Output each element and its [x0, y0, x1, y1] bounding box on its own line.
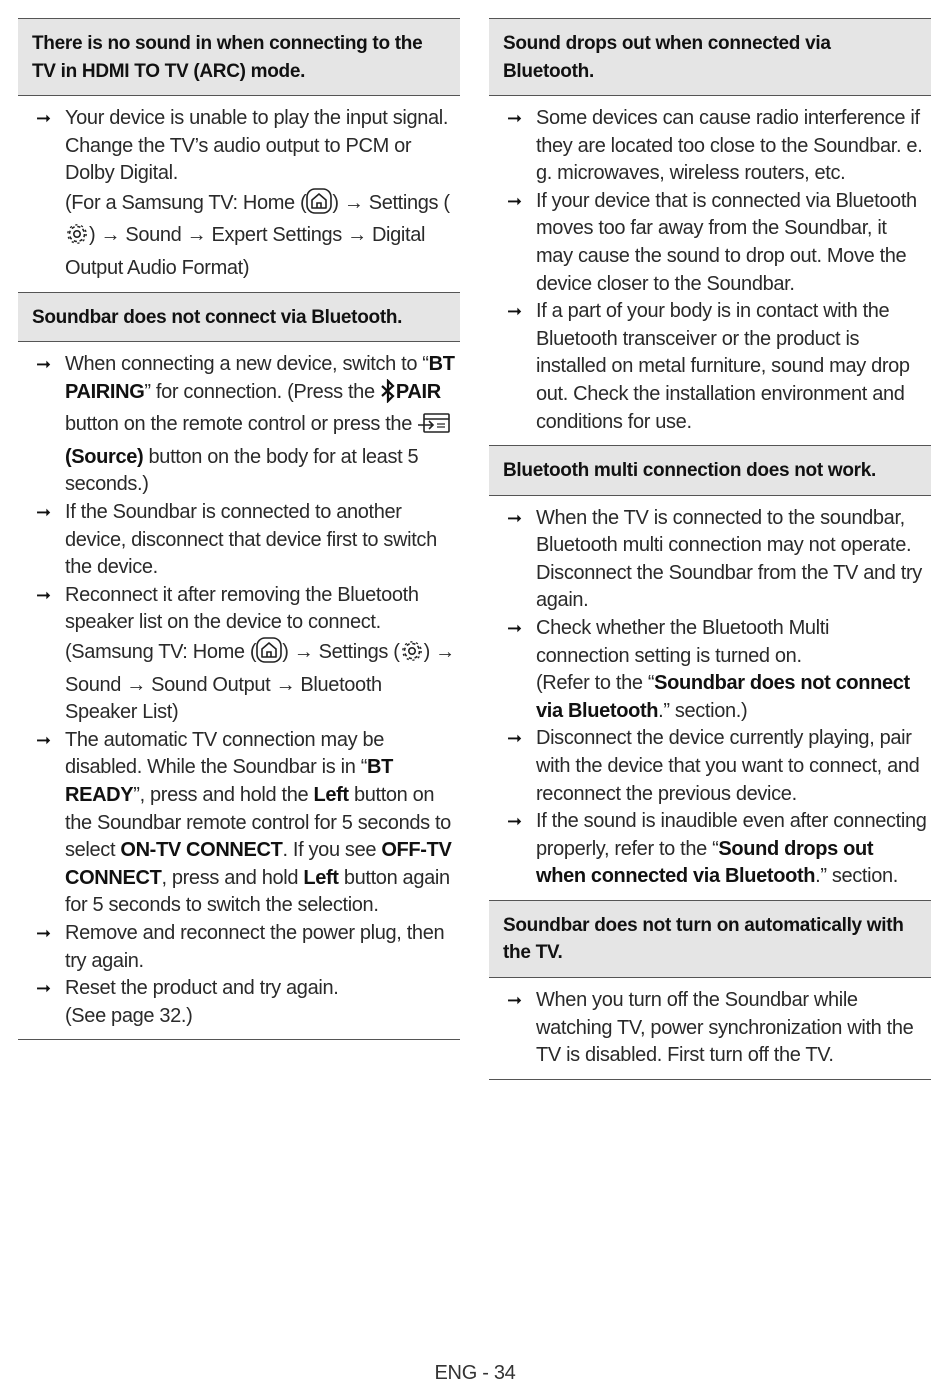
item-text: (For a Samsung TV: Home ( [65, 191, 307, 214]
item-text: , press and hold [161, 866, 304, 889]
item-text: ) → Sound → Sound Output → Bluetooth Speaker List) [65, 641, 455, 724]
section-heading: Soundbar does not turn on automatically with the TV. [489, 901, 931, 978]
item-text: (See page 32.) [65, 1004, 193, 1027]
gear-icon [400, 639, 424, 672]
item-text: button again for 5 seconds to switch the selection. [65, 866, 450, 917]
item-text: Some devices can cause radio interference if they are located too close to the Soundbar. e. g. microwaves, wireless routers, etc. [536, 107, 923, 185]
section-heading: Bluetooth multi connection does not work. [489, 446, 931, 496]
list-item [489, 298, 931, 436]
arrow-icon: ➞ [36, 502, 51, 523]
item-list [18, 96, 460, 292]
item-text: (Refer to the “ [536, 672, 655, 695]
item-bold: (Source) [65, 445, 144, 468]
section-heading: Soundbar does not connect via Bluetooth. [18, 293, 460, 343]
arrow-icon: ➞ [36, 922, 51, 943]
list-item [18, 727, 460, 920]
item-text: ) → Settings ( [282, 641, 400, 663]
home-icon [256, 637, 282, 672]
item-text: Reset the product and try again. [65, 977, 339, 1000]
item-text: . If you see [282, 839, 382, 862]
list-item [489, 808, 931, 891]
right-column [489, 18, 931, 1080]
list-item [18, 499, 460, 582]
arrow-icon: ➞ [507, 108, 522, 128]
item-text: ) → Sound → Expert Settings → Digital Output Audio Format) [65, 224, 426, 279]
item-text: When connecting a new device, switch to “ [65, 353, 429, 376]
item-text: Check whether the Bluetooth Multi connection setting is turned on. [536, 617, 830, 667]
gear-icon [65, 222, 89, 255]
source-icon [417, 411, 451, 444]
item-list [18, 342, 460, 1039]
arrow-icon: ➞ [507, 507, 522, 528]
list-item [489, 725, 931, 808]
list-item [18, 975, 460, 1030]
list-item [18, 351, 460, 499]
item-text: button on the body for at least 5 seconds.) [65, 445, 419, 496]
arrow-icon: ➞ [507, 989, 522, 1010]
item-text: button on the remote control or press the [65, 413, 418, 436]
item-bold: ON-TV CONNECT [120, 839, 283, 862]
item-text: Remove and reconnect the power plug, then try again. [65, 921, 445, 972]
item-text: Your device is unable to play the input signal. Change the TV’s audio output to PCM or Dolby Digital. [65, 107, 449, 185]
item-list [489, 96, 931, 445]
arrow-icon: ➞ [36, 584, 51, 605]
arrow-icon: ➞ [507, 618, 522, 638]
item-bold: BT PAIRING [65, 353, 455, 403]
list-item [489, 987, 931, 1070]
item-text: .” section.) [658, 699, 748, 722]
arrow-icon: ➞ [36, 978, 51, 999]
item-text: Reconnect it after removing the Bluetooth speaker list on the device to connect. [65, 583, 419, 634]
left-column [18, 18, 460, 1040]
section-auto-power [489, 900, 931, 1080]
item-bold: Soundbar does not connect via Bluetooth [536, 672, 910, 722]
list-item [489, 188, 931, 298]
item-bold: BT READY [65, 756, 393, 806]
item-list [489, 496, 931, 900]
item-text: ) → Settings ( [332, 191, 450, 214]
item-text: Disconnect the device currently playing, pair with the device that you want to connect, and reconnect the previous device. [536, 727, 920, 805]
item-text: If a part of your body is in contact with the Bluetooth transceiver or the product is installed on metal furniture, sound may drop out. Check the installation environment and conditions for use. [536, 300, 910, 433]
item-bold: PAIR [395, 380, 441, 403]
section-heading: There is no sound in when connecting to the TV in HDMI TO TV (ARC) mode. [18, 19, 460, 96]
list-item [18, 582, 460, 727]
item-text: If the Soundbar is connected to another device, disconnect that device first to switch the device. [65, 501, 437, 579]
list-item [489, 105, 931, 188]
page-number: ENG - 34 [434, 1362, 516, 1384]
arrow-icon: ➞ [507, 301, 522, 322]
section-multi-connection [489, 445, 931, 900]
item-text: If the sound is inaudible even after connecting properly, refer to the “ [536, 810, 927, 860]
section-no-sound-arc [18, 18, 460, 292]
item-bold: OFF-TV CONNECT [65, 839, 452, 889]
item-text: (Samsung TV: Home ( [65, 641, 257, 663]
item-text: The automatic TV connection may be disabled. While the Soundbar is in “ [65, 728, 385, 779]
item-bold: Left [303, 866, 339, 889]
arrow-icon: ➞ [36, 108, 51, 128]
item-text: ”, press and hold the [133, 783, 314, 806]
item-bold: Sound drops out when connected via Bluetooth [536, 837, 874, 888]
item-text: When you turn off the Soundbar while watching TV, power synchronization with the TV is disabled. First turn off the TV. [536, 988, 914, 1067]
arrow-icon: ➞ [507, 728, 522, 749]
item-text: button on the Soundbar remote control for 5 seconds to select [65, 783, 451, 862]
arrow-icon: ➞ [36, 729, 51, 750]
item-text: When the TV is connected to the soundbar, Bluetooth multi connection may not operate. Disconnect the Soundbar from the TV and try again. [536, 506, 922, 612]
arrow-icon: ➞ [36, 354, 51, 375]
section-no-bluetooth-connect [18, 292, 460, 1041]
item-text: .” section. [815, 865, 898, 888]
section-heading: Sound drops out when connected via Bluetooth. [489, 19, 931, 96]
list-item [18, 105, 460, 283]
bluetooth-icon [380, 379, 396, 412]
item-bold: Left [313, 783, 349, 806]
item-text: ” for connection. (Press the [144, 380, 380, 403]
section-sound-drops-bluetooth [489, 18, 931, 445]
arrow-icon: ➞ [507, 190, 522, 211]
list-item [489, 615, 931, 725]
item-list [489, 978, 931, 1079]
list-item [489, 505, 931, 615]
arrow-icon: ➞ [507, 811, 522, 832]
home-icon [306, 188, 332, 223]
item-text: If your device that is connected via Bluetooth moves too far away from the Soundbar, it may cause the sound to drop out. Move the device closer to the Soundbar. [536, 189, 917, 295]
list-item [18, 920, 460, 975]
